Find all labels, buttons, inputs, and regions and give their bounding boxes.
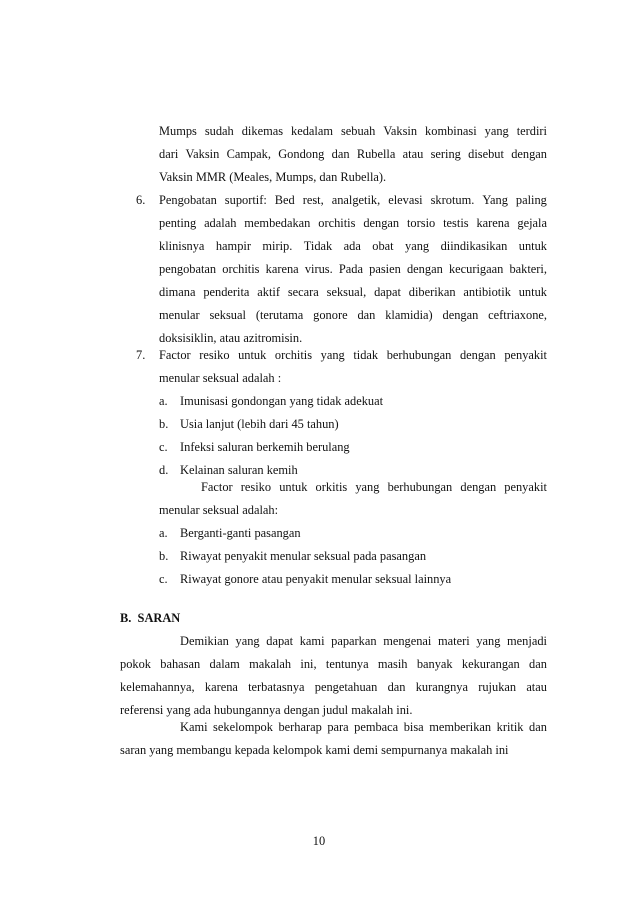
item-6-line-4: pengobatan orchitis karena virus. Pada pasien dengan kecurigaan bakteri, (159, 262, 547, 276)
saran-para2-line-2: saran yang membangu kepada kelompok kami demi sempurnanya makalah ini (120, 743, 509, 757)
list1-marker-c: c. (159, 440, 168, 454)
list2-item-c: Riwayat gonore atau penyakit menular seksual lainnya (180, 572, 452, 586)
item-6-line-3: klinisnya hampir mirip. Tidak ada obat yang diindikasikan untuk (159, 239, 547, 253)
list2-marker-a: a. (159, 526, 168, 540)
saran-para2-line-1: Kami sekelompok berharap para pembaca bisa memberikan kritik dan (180, 720, 547, 734)
list2-item-b: Riwayat penyakit menular seksual pada pasangan (180, 549, 427, 563)
list2-marker-b: b. (159, 549, 169, 563)
item-6-line-5: dimana penderita aktif secara seksual, dapat diberikan antibiotik untuk (159, 285, 547, 299)
saran-para1-line-4: referensi yang ada hubungannya dengan judul makalah ini. (120, 703, 413, 717)
list1-item-b: Usia lanjut (lebih dari 45 tahun) (180, 417, 339, 431)
list1-item-c: Infeksi saluran berkemih berulang (180, 440, 350, 454)
intro-line-3: Vaksin MMR (Meales, Mumps, dan Rubella). (159, 170, 387, 184)
saran-para1-line-1: Demikian yang dapat kami paparkan mengenai materi yang menjadi (180, 634, 547, 648)
intro-line-1: Mumps sudah dikemas kedalam sebuah Vaksin kombinasi yang terdiri (159, 124, 547, 138)
list1-marker-b: b. (159, 417, 169, 431)
list2-item-a: Berganti-ganti pasangan (180, 526, 301, 540)
list1-item-d: Kelainan saluran kemih (180, 463, 298, 477)
list1-marker-a: a. (159, 394, 168, 408)
list2-marker-c: c. (159, 572, 168, 586)
item-6-line-7: doksisiklin, atau azitromisin. (159, 331, 303, 345)
item-6-line-6: menular seksual (terutama gonore dan klamidia) dengan ceftriaxone, (159, 308, 547, 322)
item-6-number: 6. (136, 193, 146, 207)
section-heading-saran: B. SARAN (120, 611, 181, 625)
item-7-line-1: Factor resiko untuk orchitis yang tidak berhubungan dengan penyakit (159, 348, 547, 362)
list1-item-a: Imunisasi gondongan yang tidak adekuat (180, 394, 384, 408)
saran-para1-line-3: kelemahannya, karena terbatasnya pengetahuan dan kurangnya rujukan atau (120, 680, 547, 694)
page-number: 10 (312, 834, 326, 848)
item-7-para2-line-2: menular seksual adalah: (159, 503, 279, 517)
list1-marker-d: d. (159, 463, 169, 477)
item-7-number: 7. (136, 348, 146, 362)
item-7-line-2: menular seksual adalah : (159, 371, 282, 385)
item-6-line-1: Pengobatan suportif: Bed rest, analgetik, elevasi skrotum. Yang paling (159, 193, 547, 207)
item-7-para2-line-1: Factor resiko untuk orkitis yang berhubungan dengan penyakit (201, 480, 547, 494)
intro-line-2: dari Vaksin Campak, Gondong dan Rubella atau sering disebut dengan (159, 147, 547, 161)
saran-para1-line-2: pokok bahasan dalam makalah ini, tentunya masih banyak kekurangan dan (120, 657, 547, 671)
item-6-line-2: penting adalah membedakan orchitis dengan torsio testis karena gejala (159, 216, 547, 230)
